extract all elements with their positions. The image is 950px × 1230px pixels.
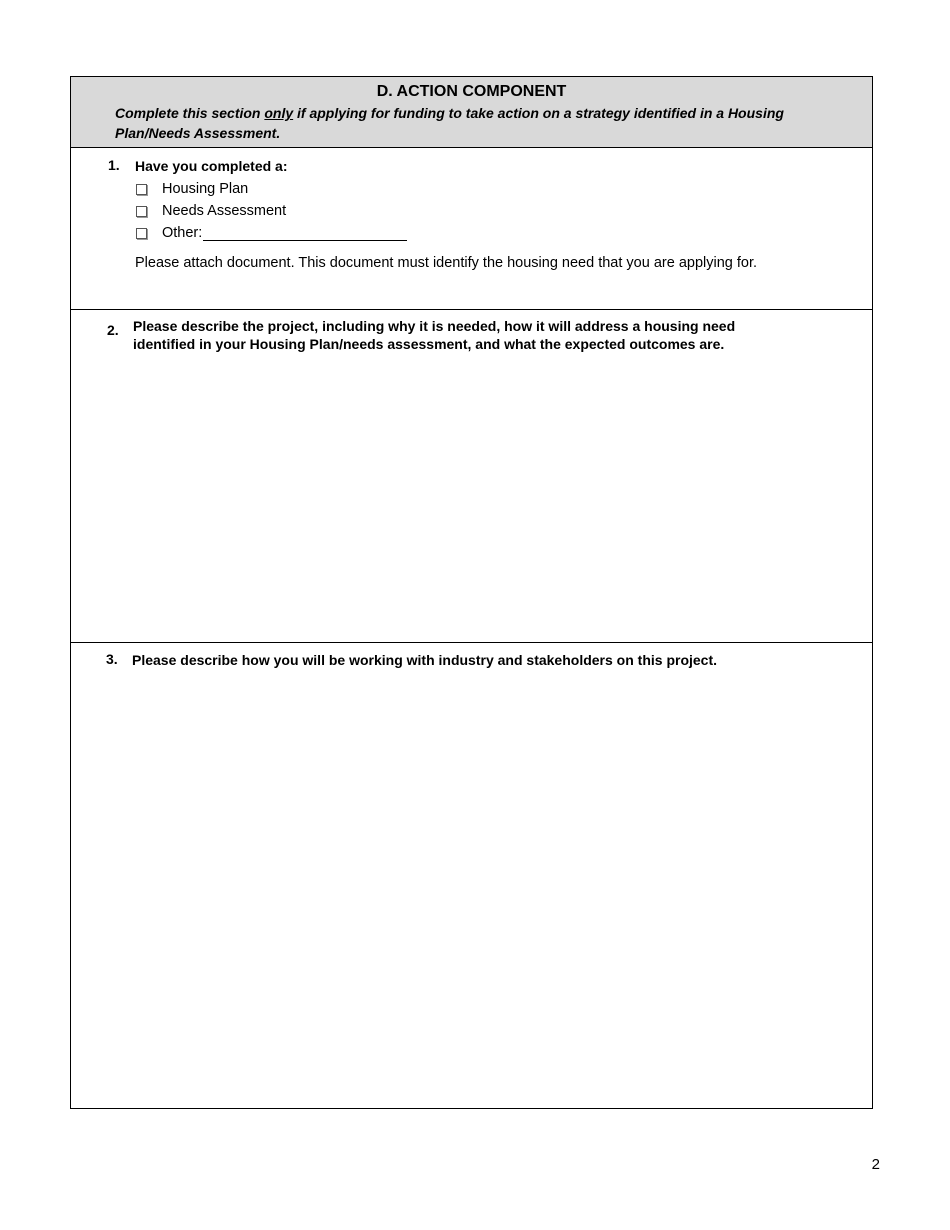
question-2-text-line2: identified in your Housing Plan/needs assessment, and what the expected outcomes are. [133, 336, 725, 352]
section-header [71, 77, 872, 148]
option-housing-plan[interactable] [136, 180, 248, 198]
instructions-part1: Complete this section [115, 105, 265, 121]
needs-assessment-label: Needs Assessment [162, 203, 287, 219]
question-2-text-line1: Please describe the project, including why it is needed, how it will address a housing need [133, 318, 736, 334]
section-title: D. ACTION COMPONENT [376, 83, 567, 100]
housing-plan-checkbox[interactable] [136, 184, 147, 195]
question-2-text [133, 317, 853, 353]
question-2-number: 2. [107, 322, 119, 338]
question-3-text: Please describe how you will be working with industry and stakeholders on this project. [132, 652, 718, 668]
housing-plan-label: Housing Plan [162, 181, 249, 197]
action-component-form [70, 76, 873, 1109]
other-label: Other: [162, 225, 203, 241]
page-number: 2 [871, 1156, 880, 1173]
question-3-number: 3. [106, 651, 118, 667]
other-checkbox[interactable] [136, 228, 147, 239]
question-1-section [71, 148, 872, 310]
question-2-section [71, 310, 872, 643]
question-1-text: Have you completed a: [135, 158, 288, 174]
question-1-number: 1. [108, 157, 120, 173]
other-text-field[interactable] [203, 225, 407, 241]
attach-document-note: Please attach document. This document must identify the housing need that you are applying for. [135, 255, 758, 271]
option-needs-assessment[interactable] [136, 202, 286, 220]
question-2-answer-area[interactable] [75, 360, 868, 638]
section-instructions [115, 103, 805, 143]
needs-assessment-checkbox[interactable] [136, 206, 147, 217]
instructions-emphasis: only [264, 105, 294, 121]
option-other[interactable] [136, 224, 407, 242]
question-3-section [71, 643, 872, 1108]
question-3-answer-area[interactable] [75, 677, 868, 1104]
instructions-part2: if applying for funding to take action on a strategy identified in a Housing Plan/Needs Assessment. [115, 105, 784, 141]
